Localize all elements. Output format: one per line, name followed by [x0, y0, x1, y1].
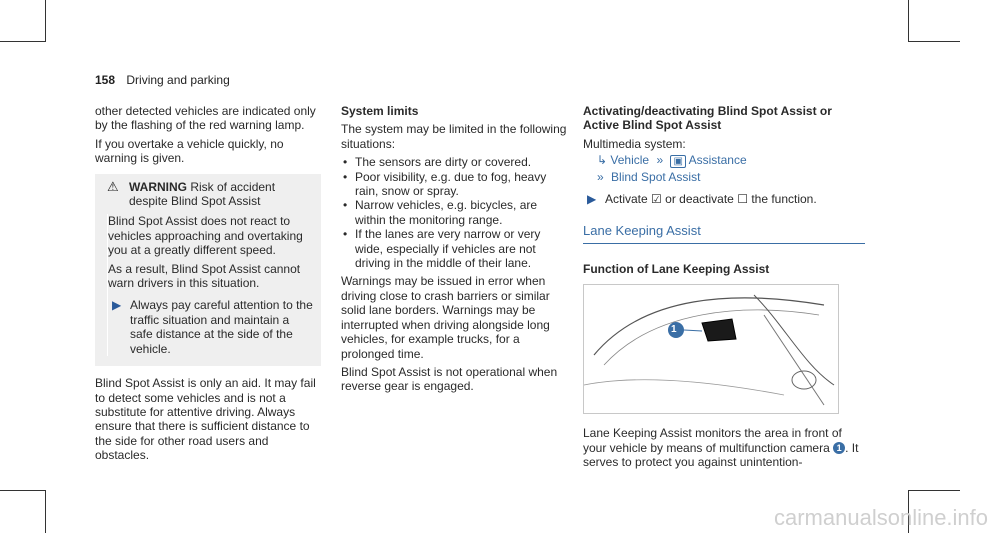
menu-item-assistance: Assistance [688, 153, 747, 168]
heading-function: Function of Lane Keeping Assist [583, 261, 770, 276]
crop-mark [0, 41, 46, 42]
paragraph [583, 426, 865, 469]
caption-text: Lane Keeping Assist monitors the area in front of your vehicle by means of multifunction camera [583, 426, 842, 455]
column-2 [341, 104, 567, 398]
assistance-icon: ▣ [670, 155, 685, 168]
heading-system-limits: System limits [341, 104, 419, 118]
system-label: Multimedia system: [583, 136, 686, 151]
step-arrow-icon: ▶ [112, 298, 122, 313]
action-text: the function. [751, 192, 817, 207]
menu-item-blind-spot-assist: Blind Spot Assist [611, 169, 701, 184]
warning-label: WARNING [129, 179, 187, 194]
warning-text: As a result, Blind Spot Assist cannot warn drivers in this situation. [108, 261, 301, 291]
list-item: • Poor visibility, e.g. due to fog, heavy rain, snow or spray. [341, 170, 567, 199]
paragraph: Warnings may be issued in error when driving close to crash barriers or similar solid lane borders. Warnings may be interrupted when driving alongside long vehicles, for example trucks, for a prolonged time. [341, 274, 550, 361]
list-item: • Narrow vehicles, e.g. bicycles, are within the monitoring range. [341, 198, 567, 227]
crop-mark [45, 490, 46, 533]
warning-header [107, 180, 313, 209]
warning-body [107, 214, 313, 356]
action-step [583, 192, 865, 206]
menu-entry-arrow-icon: ↳ [597, 153, 608, 168]
paragraph: other detected vehicles are indicated only by the flashing of the red warning lamp. [95, 104, 316, 133]
paragraph: Blind Spot Assist is not operational when reverse gear is engaged. [341, 364, 558, 394]
warning-triangle-icon: ⚠ [107, 178, 119, 194]
warning-step [108, 298, 313, 356]
warning-text: Blind Spot Assist does not react to vehicles approaching and overtaking you at a greatly different speed. [108, 214, 303, 258]
car-windshield-illustration [583, 284, 839, 414]
checkbox-checked-icon: ☑ [651, 192, 662, 207]
caption-text: . It serves to protect you against unintention- [583, 440, 859, 470]
menu-path [583, 170, 865, 184]
menu-item-vehicle: Vehicle [610, 153, 650, 168]
crop-mark [908, 0, 909, 42]
crop-mark [0, 490, 46, 491]
page-number: 158 [95, 73, 116, 87]
heading-activating: Activating/deactivating Blind Spot Assist or Active Blind Spot Assist [583, 104, 832, 133]
paragraph: Blind Spot Assist is only an aid. It may fail to detect some vehicles and is not a substitute for attentive driving. Always ensure that there is sufficient distance to the side for other road users and obstacles. [95, 376, 316, 463]
action-text: Activate [605, 192, 648, 207]
paragraph: If you overtake a vehicle quickly, no warning is given. [95, 136, 284, 166]
list-item: • If the lanes are very narrow or very wide, especially if vehicles are not driving in the middle of their lane. [341, 227, 567, 270]
watermark: carmanualsonline.info [774, 505, 988, 530]
list-item: • The sensors are dirty or covered. [341, 155, 567, 169]
figure-callout: 1 [671, 324, 677, 336]
warning-box [95, 174, 321, 366]
crop-mark [908, 490, 960, 491]
page-header [95, 73, 230, 88]
windshield-drawing [584, 285, 838, 413]
action-text: or deactivate [665, 192, 734, 207]
menu-separator-icon: » [597, 169, 604, 184]
section-name: Driving and parking [126, 73, 230, 87]
menu-path [583, 153, 865, 169]
menu-separator-icon: » [656, 153, 664, 168]
crop-mark [908, 41, 960, 42]
crop-mark [45, 0, 46, 42]
step-text: Always pay careful attention to the traffic situation and maintain a safe distance at the side of the vehicle. [130, 298, 313, 356]
checkbox-empty-icon: ☐ [737, 192, 748, 207]
warning-title: Risk of accident despite Blind Spot Assist [129, 179, 276, 209]
paragraph: The system may be limited in the following situations: [341, 122, 567, 151]
step-arrow-icon: ▶ [587, 192, 597, 207]
callout-badge: 1 [833, 442, 845, 454]
column-3 [583, 104, 865, 473]
section-title: Lane Keeping Assist [583, 224, 865, 243]
column-1 [95, 104, 321, 467]
